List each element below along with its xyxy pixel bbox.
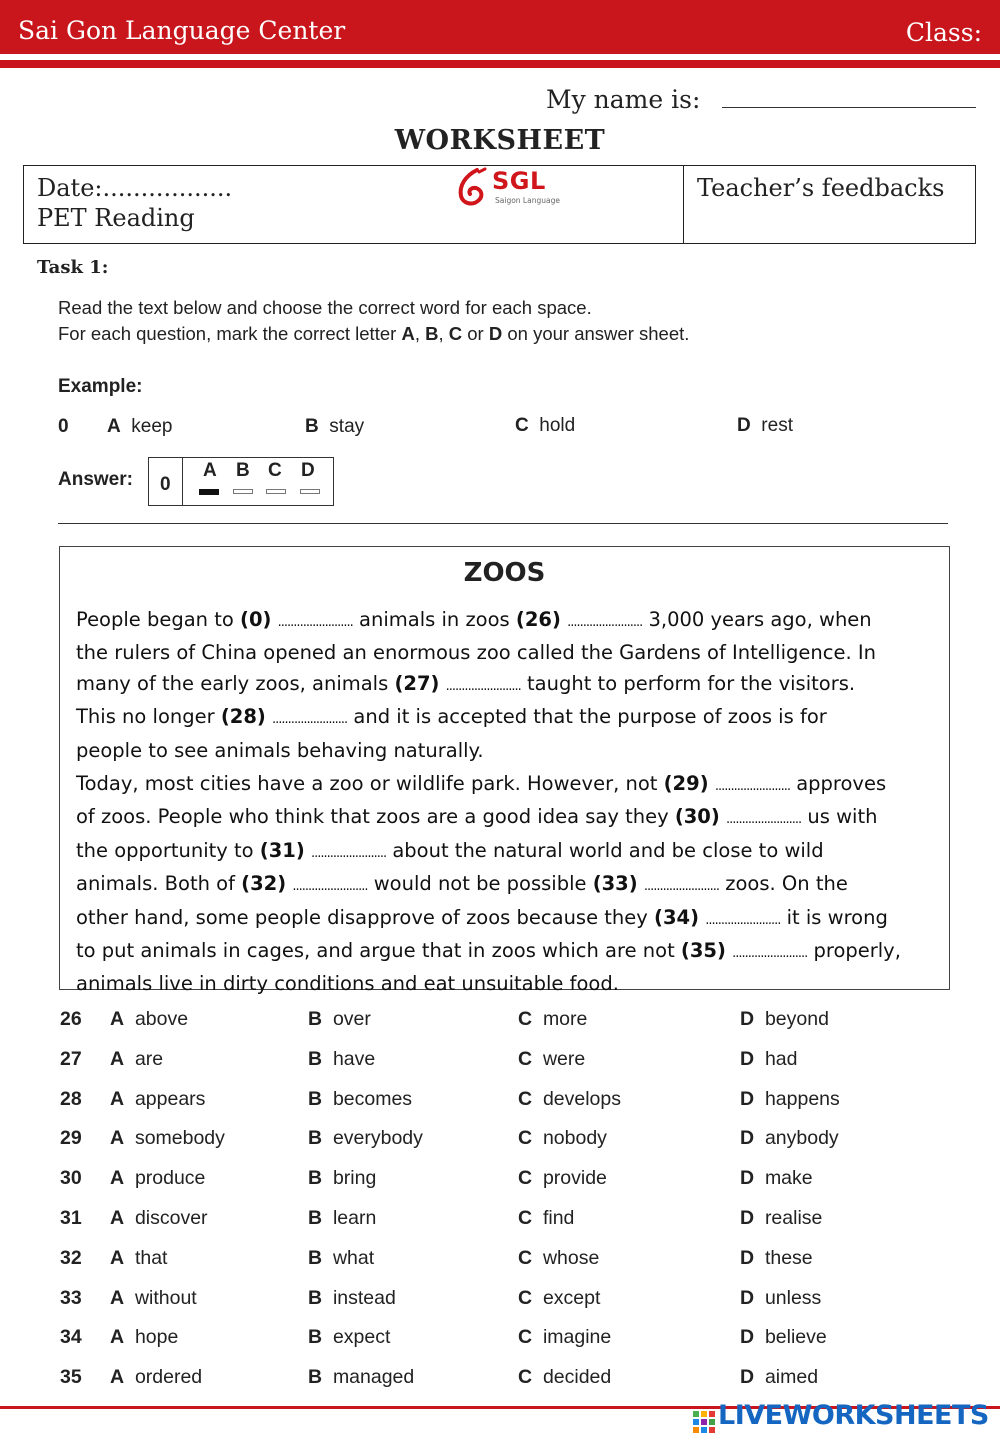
gap-number: (32) xyxy=(241,872,287,896)
option-letter: A xyxy=(110,1008,125,1030)
question-option[interactable] xyxy=(308,1048,375,1071)
task-label: Task 1: xyxy=(37,257,109,278)
example-option-a: A keep xyxy=(107,416,173,437)
reading-para2-line xyxy=(76,936,938,969)
option-word: develops xyxy=(542,1087,621,1110)
text-segment: This no longer xyxy=(76,705,221,729)
logo-subtext: Saigon Language xyxy=(495,196,560,205)
instruction-line-1: Read the text below and choose the correct word for each space. xyxy=(58,297,592,318)
gap-blank[interactable]: ........................ xyxy=(272,712,348,728)
question-option[interactable] xyxy=(518,1008,587,1031)
gap-number: (33) xyxy=(592,872,638,896)
center-name: Sai Gon Language Center xyxy=(18,16,346,45)
reading-para2-line xyxy=(76,869,938,902)
option-letter: C xyxy=(518,1087,533,1110)
text-segment: animals in zoos xyxy=(352,608,516,631)
question-option[interactable] xyxy=(740,1247,813,1270)
option-word: instead xyxy=(332,1286,396,1309)
question-option[interactable] xyxy=(518,1326,611,1349)
question-number: 29 xyxy=(60,1127,82,1150)
option-word: above xyxy=(134,1008,189,1030)
gap-blank[interactable]: ........................ xyxy=(726,812,802,828)
gap-blank[interactable]: ........................ xyxy=(445,678,521,694)
gap-blank[interactable]: ........................ xyxy=(714,779,790,794)
text-segment: People began to xyxy=(76,608,241,631)
option-word: appears xyxy=(134,1087,206,1110)
answer-bubble-b[interactable] xyxy=(233,489,253,494)
text-segment: to put animals in cages, and argue that in zoos which are not xyxy=(76,939,681,963)
option-letter: C xyxy=(518,1326,533,1349)
option-letter: A xyxy=(110,1326,125,1349)
option-letter: B xyxy=(308,1366,323,1389)
option-word: were xyxy=(542,1047,586,1070)
option-letter: B xyxy=(308,1127,323,1150)
option-word: imagine xyxy=(542,1326,612,1349)
question-option[interactable] xyxy=(110,1127,225,1150)
class-label: Class: xyxy=(905,18,982,47)
option-letter: C xyxy=(518,1047,533,1070)
option-word: these xyxy=(764,1246,813,1269)
worksheet-title: WORKSHEET xyxy=(394,125,606,156)
option-letter: D xyxy=(740,1366,755,1389)
option-letter: D xyxy=(740,1207,755,1229)
option-letter: A xyxy=(110,1127,125,1150)
option-word: ordered xyxy=(134,1366,203,1389)
example-number: 0 xyxy=(58,416,69,437)
option-word: expect xyxy=(332,1326,391,1349)
option-letter: A xyxy=(110,1087,125,1110)
text-segment: approves xyxy=(790,772,887,795)
gap-number: (28) xyxy=(220,705,266,729)
option-word: that xyxy=(134,1246,168,1269)
question-number: 31 xyxy=(60,1207,82,1229)
option-letter: D xyxy=(740,1167,755,1190)
answer-bubble-d[interactable] xyxy=(300,489,320,494)
gap-blank[interactable]: ........................ xyxy=(643,879,720,895)
option-word: make xyxy=(764,1167,813,1190)
gap-number: (34) xyxy=(654,905,699,929)
gap-number: (0) xyxy=(240,608,272,631)
gap-number: (26) xyxy=(515,608,561,631)
text-segment: about the natural world and be close to wild xyxy=(386,838,824,862)
question-option[interactable] xyxy=(740,1207,822,1230)
option-letter: B xyxy=(308,1047,323,1070)
option-letter: D xyxy=(740,1326,755,1349)
question-option[interactable] xyxy=(110,1326,178,1349)
question-option[interactable] xyxy=(518,1088,621,1111)
question-option[interactable] xyxy=(308,1008,371,1031)
option-word: without xyxy=(134,1286,197,1309)
text-segment: it is wrong xyxy=(780,905,888,929)
reading-para2-line xyxy=(76,903,938,936)
info-box-divider xyxy=(683,165,684,244)
gap-blank[interactable]: ........................ xyxy=(567,615,643,630)
answer-letter-d: D xyxy=(301,460,315,481)
question-option[interactable] xyxy=(518,1048,585,1071)
question-option[interactable] xyxy=(518,1366,611,1389)
example-option-b: B stay xyxy=(305,416,365,437)
question-option[interactable] xyxy=(110,1287,197,1310)
question-option[interactable] xyxy=(110,1088,205,1111)
option-letter: A xyxy=(110,1207,125,1229)
question-option[interactable] xyxy=(518,1287,600,1310)
option-letter: B xyxy=(308,1167,323,1190)
option-word: whose xyxy=(542,1246,600,1269)
option-letter: A xyxy=(110,1167,125,1190)
question-option[interactable] xyxy=(110,1366,202,1389)
option-letter: C xyxy=(518,1167,533,1190)
option-letter: D xyxy=(740,1087,755,1110)
text-segment: 3,000 years ago, when xyxy=(642,608,872,631)
text-segment: animals live in dirty conditions and eat unsuitable food. xyxy=(76,972,619,996)
answer-bubble-a[interactable] xyxy=(199,489,219,495)
option-word: had xyxy=(764,1047,798,1070)
option-letter: D xyxy=(740,1286,755,1309)
question-option[interactable] xyxy=(740,1008,829,1031)
gap-number: (30) xyxy=(674,805,720,829)
text-segment: would not be possible xyxy=(367,872,593,896)
question-option[interactable] xyxy=(740,1127,839,1150)
gap-blank[interactable]: ........................ xyxy=(705,912,781,928)
text-segment: of zoos. People who think that zoos are a good idea say they xyxy=(76,805,675,829)
question-option[interactable] xyxy=(110,1008,188,1031)
question-number: 26 xyxy=(60,1008,82,1030)
course-label: PET Reading xyxy=(37,204,195,232)
gap-blank[interactable]: ........................ xyxy=(310,845,387,861)
example-label: Example: xyxy=(58,376,143,397)
text-segment: animals. Both of xyxy=(76,872,242,896)
reading-para1-line xyxy=(76,638,938,668)
date-label: Date:................. xyxy=(37,174,233,202)
option-word: have xyxy=(332,1047,376,1070)
answer-label: Answer: xyxy=(58,469,133,490)
option-word: over xyxy=(332,1008,371,1030)
gap-number: (27) xyxy=(394,671,440,695)
question-option[interactable] xyxy=(308,1167,376,1190)
option-letter: B xyxy=(308,1008,323,1030)
text-segment: other hand, some people disapprove of zoos because they xyxy=(76,905,655,929)
reading-para2-line xyxy=(76,969,938,999)
example-option-c: C hold xyxy=(515,415,576,436)
question-option[interactable] xyxy=(308,1127,423,1150)
question-number: 35 xyxy=(60,1366,82,1389)
option-word: believe xyxy=(764,1326,827,1349)
gap-blank[interactable]: ........................ xyxy=(292,879,368,895)
reading-para2-line xyxy=(76,769,938,802)
reading-paragraph-1 xyxy=(76,605,938,766)
question-option[interactable] xyxy=(110,1167,205,1190)
text-segment: many of the early zoos, animals xyxy=(76,671,395,695)
gap-blank[interactable]: ........................ xyxy=(732,946,808,962)
option-word: becomes xyxy=(332,1087,413,1110)
option-word: provide xyxy=(542,1167,607,1190)
question-option[interactable] xyxy=(110,1048,163,1071)
question-option[interactable] xyxy=(110,1247,167,1270)
option-word: more xyxy=(542,1008,588,1030)
option-letter: C xyxy=(518,1366,533,1389)
text-segment: properly, xyxy=(807,939,901,963)
option-letter: A xyxy=(110,1246,125,1269)
question-option[interactable] xyxy=(740,1287,821,1310)
answer-letter-b: B xyxy=(236,460,250,481)
gap-number: (31) xyxy=(259,838,305,862)
gap-number: (35) xyxy=(680,939,726,963)
liveworksheets-brand: LIVEWORKSHEETS xyxy=(718,1400,989,1431)
reading-para2-line xyxy=(76,802,938,835)
option-letter: C xyxy=(518,1286,533,1309)
option-letter: A xyxy=(110,1366,125,1389)
answer-bubble-c[interactable] xyxy=(266,489,286,494)
option-word: nobody xyxy=(542,1127,607,1150)
option-word: realise xyxy=(764,1207,823,1229)
reading-para2-line xyxy=(76,836,938,869)
question-option[interactable] xyxy=(518,1207,574,1230)
question-option[interactable] xyxy=(308,1326,390,1349)
question-option[interactable] xyxy=(740,1088,840,1111)
reading-title: ZOOS xyxy=(463,558,546,588)
option-word: everybody xyxy=(332,1127,423,1150)
option-word: bring xyxy=(332,1167,377,1190)
question-number: 33 xyxy=(60,1286,82,1309)
teacher-feedback-label: Teacher’s feedbacks xyxy=(697,174,945,202)
answer-number: 0 xyxy=(160,474,171,495)
logo-text: SGL xyxy=(492,167,546,195)
option-letter: D xyxy=(740,1008,755,1030)
option-word: discover xyxy=(134,1207,208,1229)
reading-para1-line xyxy=(76,736,938,766)
question-option[interactable] xyxy=(308,1247,374,1270)
question-number: 28 xyxy=(60,1087,82,1110)
option-letter: C xyxy=(518,1008,533,1030)
option-letter: A xyxy=(110,1286,125,1309)
question-option[interactable] xyxy=(740,1167,813,1190)
option-word: managed xyxy=(332,1366,415,1389)
question-number: 32 xyxy=(60,1246,82,1269)
gap-blank[interactable]: ........................ xyxy=(277,615,353,630)
option-word: unless xyxy=(764,1286,822,1309)
question-number: 34 xyxy=(60,1326,82,1349)
answer-letter-a: A xyxy=(203,460,217,481)
option-letter: C xyxy=(518,1207,533,1229)
question-option[interactable] xyxy=(308,1366,414,1389)
text-segment: zoos. On the xyxy=(719,872,848,896)
text-segment: Today, most cities have a zoo or wildlife park. However, not xyxy=(76,772,664,795)
name-input-line[interactable] xyxy=(722,107,976,108)
header-rule xyxy=(0,60,1000,68)
question-option[interactable] xyxy=(740,1366,818,1389)
option-letter: B xyxy=(308,1087,323,1110)
question-option[interactable] xyxy=(110,1207,208,1230)
liveworksheets-logo-icon xyxy=(692,1409,716,1435)
question-option[interactable] xyxy=(308,1207,376,1230)
text-segment: the opportunity to xyxy=(76,838,260,862)
option-letter: B xyxy=(308,1286,323,1309)
option-word: anybody xyxy=(764,1127,839,1150)
option-letter: D xyxy=(740,1246,755,1269)
option-word: except xyxy=(542,1286,601,1309)
option-letter: A xyxy=(110,1047,125,1070)
text-segment: and it is accepted that the purpose of zoos is for xyxy=(347,705,827,729)
option-word: beyond xyxy=(764,1008,829,1030)
answer-letter-c: C xyxy=(268,460,282,481)
question-number: 27 xyxy=(60,1047,82,1070)
option-word: somebody xyxy=(134,1127,225,1150)
reading-para1-line xyxy=(76,702,938,735)
option-letter: B xyxy=(308,1326,323,1349)
option-word: learn xyxy=(332,1207,377,1229)
option-word: hope xyxy=(134,1326,179,1349)
instruction-line-2: For each question, mark the correct letter A, B, C or D on your answer sheet. xyxy=(58,323,690,344)
answer-box-divider xyxy=(182,457,183,506)
option-letter: B xyxy=(308,1207,323,1229)
option-word: what xyxy=(332,1246,375,1269)
option-letter: D xyxy=(740,1127,755,1150)
question-number: 30 xyxy=(60,1167,82,1190)
text-segment: people to see animals behaving naturally. xyxy=(76,738,484,762)
text-segment: us with xyxy=(801,805,878,829)
option-word: are xyxy=(134,1047,164,1070)
option-letter: C xyxy=(518,1127,533,1150)
reading-paragraph-2 xyxy=(76,769,938,1000)
option-letter: C xyxy=(518,1246,533,1269)
option-word: produce xyxy=(134,1167,206,1190)
option-word: find xyxy=(542,1207,575,1229)
example-option-d: D rest xyxy=(737,415,793,436)
question-option[interactable] xyxy=(740,1048,797,1071)
name-label: My name is: xyxy=(546,85,701,114)
option-word: happens xyxy=(764,1087,840,1110)
question-option[interactable] xyxy=(308,1287,396,1310)
text-segment: the rulers of China opened an enormous zoo called the Gardens of Intelligence. In xyxy=(76,641,876,665)
option-letter: B xyxy=(308,1246,323,1269)
question-option[interactable] xyxy=(518,1167,607,1190)
option-letter: D xyxy=(740,1047,755,1070)
gap-number: (29) xyxy=(663,772,709,795)
section-divider xyxy=(58,523,948,524)
reading-para1-line xyxy=(76,669,938,702)
question-option[interactable] xyxy=(308,1088,412,1111)
question-option[interactable] xyxy=(740,1326,827,1349)
option-word: decided xyxy=(542,1366,612,1389)
reading-para1-line xyxy=(76,605,938,638)
question-option[interactable] xyxy=(518,1247,599,1270)
option-word: aimed xyxy=(764,1366,819,1389)
text-segment: taught to perform for the visitors. xyxy=(520,671,856,695)
question-option[interactable] xyxy=(518,1127,607,1150)
